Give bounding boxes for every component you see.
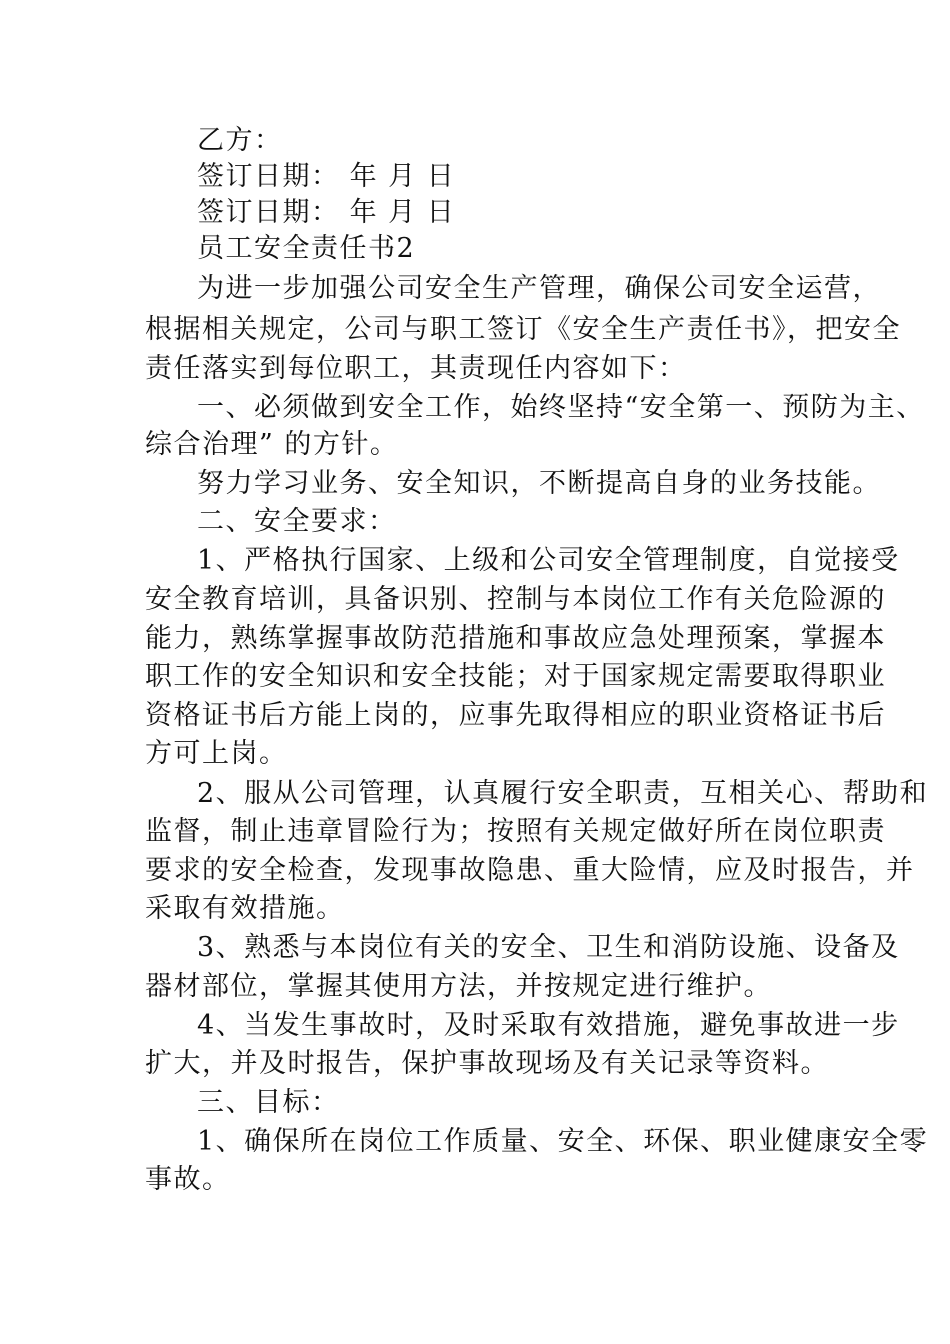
- text-line: 1、确保所在岗位工作质量、安全、环保、职业健康安全零: [197, 1126, 929, 1157]
- text-line: 资格证书后方能上岗的，应事先取得相应的职业资格证书后: [145, 700, 886, 731]
- signing-date-line: 签订日期： 年 月 日: [197, 197, 456, 228]
- section-title: 员工安全责任书2: [197, 233, 416, 264]
- text-line: 方可上岗。: [145, 738, 288, 769]
- text-line: 采取有效措施。: [145, 893, 345, 924]
- text-line: 器材部位，掌握其使用方法，并按规定进行维护。: [145, 971, 772, 1002]
- text-line: 监督，制止违章冒险行为；按照有关规定做好所在岗位职责: [145, 816, 886, 847]
- section-heading: 二、安全要求：: [197, 506, 397, 537]
- text-line: 安全教育培训，具备识别、控制与本岗位工作有关危险源的: [145, 584, 886, 615]
- text-line: 1、严格执行国家、上级和公司安全管理制度，自觉接受: [197, 545, 900, 576]
- text-line: 3、熟悉与本岗位有关的安全、卫生和消防设施、设备及: [197, 932, 900, 963]
- text-line: 职工作的安全知识和安全技能；对于国家规定需要取得职业: [145, 661, 886, 692]
- signing-date-line: 签订日期： 年 月 日: [197, 161, 456, 192]
- text-line: 根据相关规定，公司与职工签订《安全生产责任书》，把安全: [145, 314, 901, 345]
- text-line: 扩大，并及时报告，保护事故现场及有关记录等资料。: [145, 1048, 829, 1079]
- text-line: 2、服从公司管理，认真履行安全职责，互相关心、帮助和: [197, 778, 929, 809]
- text-line: 责任落实到每位职工，其责现任内容如下：: [145, 353, 687, 384]
- text-line: 事故。: [145, 1164, 231, 1195]
- text-line: 努力学习业务、安全知识，不断提高自身的业务技能。: [197, 468, 881, 499]
- text-line: 要求的安全检查，发现事故隐患、重大险情，应及时报告，并: [145, 855, 915, 886]
- text-line: 综合治理” 的方针。: [145, 429, 399, 460]
- text-line: 为进一步加强公司安全生产管理，确保公司安全运营，: [197, 273, 881, 304]
- party-b-label: 乙方：: [197, 125, 283, 156]
- text-line: 一、必须做到安全工作，始终坚持“安全第一、预防为主、: [197, 392, 925, 423]
- text-line: 4、当发生事故时，及时采取有效措施，避免事故进一步: [197, 1010, 900, 1041]
- text-line: 能力，熟练掌握事故防范措施和事故应急处理预案，掌握本: [145, 623, 886, 654]
- section-heading: 三、目标：: [197, 1087, 340, 1118]
